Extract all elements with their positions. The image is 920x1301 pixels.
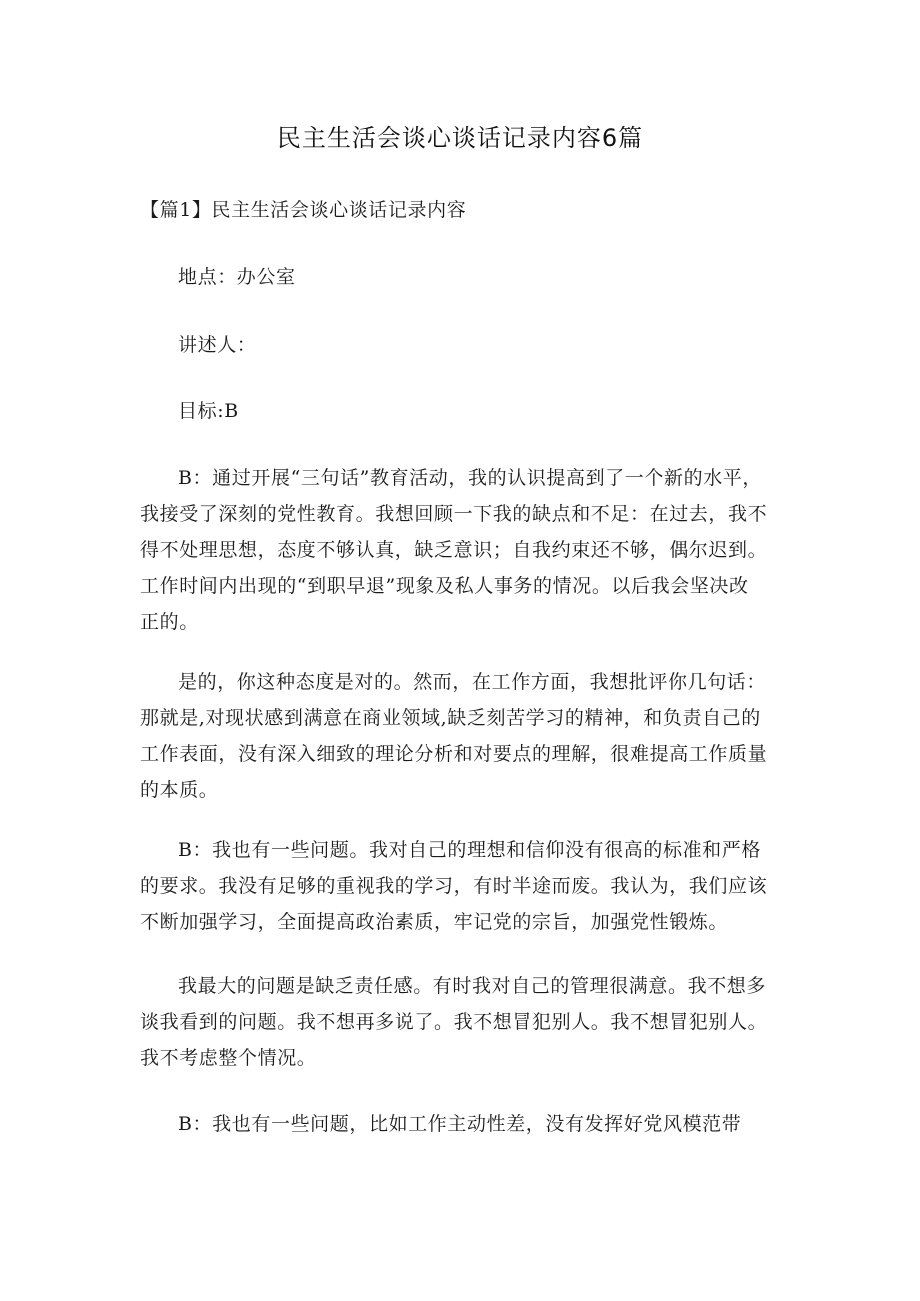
- paragraph-line: 工作时间内出现的“到职早退”现象及私人事务的情况。以后我会坚决改: [140, 575, 749, 597]
- paragraph-3: [140, 832, 790, 940]
- paragraph-line: 的本质。: [140, 779, 219, 801]
- paragraph-line: 谈我看到的问题。我不想再多说了。我不想冒犯别人。我不想冒犯别人。: [140, 1011, 768, 1033]
- meta-target: 目标:B: [178, 400, 239, 422]
- paragraph-line: 不断加强学习，全面提高政治素质，牢记党的宗旨，加强党性锻炼。: [140, 911, 729, 933]
- paragraph-4: [140, 968, 790, 1076]
- paragraph-line: 正的。: [140, 611, 199, 633]
- document-title: 民主生活会谈心谈话记录内容6篇: [276, 124, 644, 152]
- paragraph-line: 的要求。我没有足够的重视我的学习，有时半途而废。我认为，我们应该: [140, 875, 768, 897]
- paragraph-line: 得不处理思想，态度不够认真，缺乏意识；自我约束还不够，偶尔迟到。: [140, 539, 768, 561]
- meta-place: 地点：办公室: [178, 266, 296, 288]
- meta-speaker: 讲述人：: [178, 334, 257, 356]
- paragraph-line: 我最大的问题是缺乏责任感。有时我对自己的管理很满意。我不想多: [178, 975, 767, 997]
- paragraph-line: 那就是,对现状感到满意在商业领域,缺乏刻苦学习的精神，和负责自己的: [140, 707, 761, 729]
- paragraph-line: 我不考虑整个情况。: [140, 1047, 317, 1069]
- paragraph-2: [140, 664, 790, 808]
- paragraph-1: [140, 460, 790, 640]
- paragraph-line: 我接受了深刻的党性教育。我想回顾一下我的缺点和不足：在过去，我不: [140, 503, 768, 525]
- paragraph-line: B：我也有一些问题，比如工作主动性差，没有发挥好党风模范带: [178, 1113, 742, 1135]
- paragraph-5: [140, 1106, 790, 1142]
- paragraph-line: B：我也有一些问题。我对自己的理想和信仰没有很高的标准和严格: [178, 839, 761, 861]
- paragraph-line: 工作表面，没有深入细致的理论分析和对要点的理解，很难提高工作质量: [140, 743, 768, 765]
- paragraph-line: B：通过开展“三句话”教育活动，我的认识提高到了一个新的水平，: [178, 467, 762, 489]
- section-heading: 【篇1】民主生活会谈心谈话记录内容: [140, 199, 467, 221]
- paragraph-line: 是的，你这种态度是对的。然而，在工作方面，我想批评你几句话：: [178, 671, 767, 693]
